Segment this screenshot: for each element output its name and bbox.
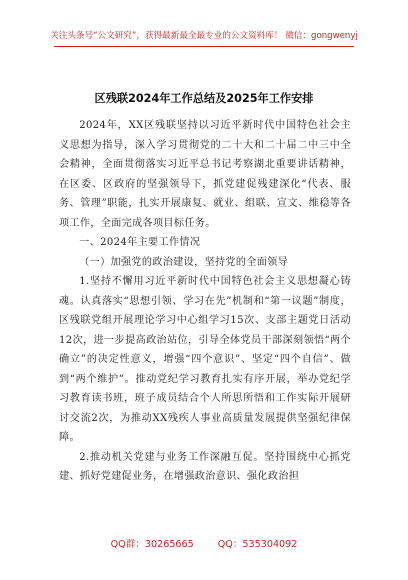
header-divider xyxy=(54,46,354,47)
footer-qq: QQ：535304092 xyxy=(217,539,298,550)
footer-contacts xyxy=(0,536,408,550)
subsection-heading-1: （一）加强党的政治建设，坚持党的全面领导 xyxy=(79,256,289,268)
section-heading-1: 一、2024年主要工作情况 xyxy=(79,237,201,248)
footer-qq-group: QQ群：30265665 xyxy=(110,539,194,550)
body-paragraph-1: 1.坚持不懈用习近平新时代中国特色社会主义思想凝心铸魂。认真落实“思想引领、学习在先”机制和“第一议题”制度，区残联党组开展理论学习中心组学习15次、支部主题党日活动12次，进一步提高政治站位，引导全体党员干部深刻领悟“两个确立”的决定性意义，增强“四个意识”、坚定“四个自信”、做到“两个维护”。推动党纪学习教育扎实有序开展，举办党纪学习教育读书班，班子成员结合个人所思所悟和工作实际开展研讨交流2次，为推动XX残疾人事业高质量发展提供坚强纪律保障。 xyxy=(59,276,351,443)
intro-paragraph: 2024年，XX区残联坚持以习近平新时代中国特色社会主义思想为指导，深入学习贯彻党的二十大和二十届二中三中全会精神，全面贯彻落实习近平总书记考察湖北重要讲话精神，在区委、区政府的坚强领导下，抓党建促残建深化“代表、服务、管理”职能，扎实开展康复、就业、组联、宣文、维稳等各项工作，全面完成各项目标任务。 xyxy=(59,120,351,229)
body-paragraph-2: 2.推动机关党建与业务工作深融互促。坚持围绕中心抓党建、抓好党建促业务，在增强政治意识、强化政治担 xyxy=(59,451,351,482)
document-title: 区残联2024年工作总结及2025年工作安排 xyxy=(94,92,314,105)
document-body xyxy=(59,116,351,487)
header-notice: 关注头条号“公文研究”，获得最新最全最专业的公文资料库！ 微信：gongwenyj xyxy=(50,31,358,41)
